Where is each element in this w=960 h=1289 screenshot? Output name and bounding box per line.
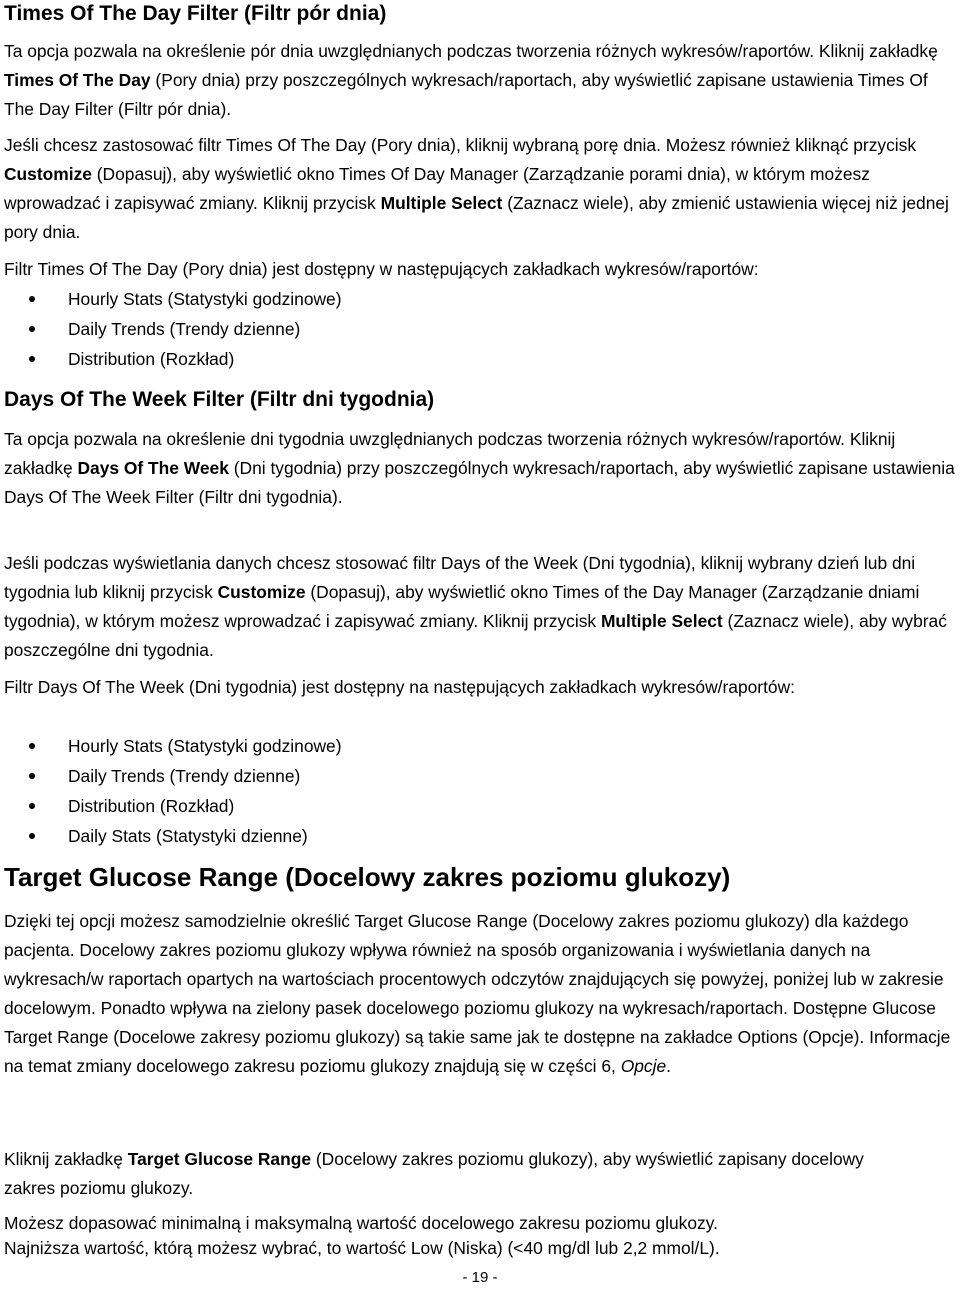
times-paragraph-availability: Filtr Times Of The Day (Pory dnia) jest dostępny w następujących zakładkach wykresów/raportów: xyxy=(4,259,759,279)
customize-button-reference: Customize xyxy=(217,582,306,602)
page-number: - 19 - xyxy=(462,1269,498,1286)
times-of-day-tab-reference: Times Of The Day xyxy=(4,70,151,90)
list-item: Distribution (Rozkład) xyxy=(4,344,958,374)
section-heading-times-of-day: Times Of The Day Filter (Filtr pór dnia) xyxy=(4,2,387,25)
target-paragraph-intro: Dzięki tej opcji możesz samodzielnie określić Target Glucose Range (Docelowy zakres poziomu glukozy) dla każdego pacjenta. Docelowy zakres poziomu glukozy wpływa również na sposób organizowania i wyświetlania danych na wykresach/w raportach opartych na wartościach procentowych odczytów znajdujących się powyżej, poniżej lub w zakresie docelowym. Ponadto wpływa na zielony pasek docelowego poziomu glukozy na wykresach/raportach. Dostępne Glucose Target Range (Docelowe zakresy poziomu glukozy) są takie same jak te dostępne na zakładce Options (Opcje). Informacje na temat zmiany docelowego zakresu poziomu glukozy znajdują się w części 6, Opcje. xyxy=(4,911,951,1076)
list-item: Daily Stats (Statystyki dzienne) xyxy=(4,821,958,851)
section-heading-days-of-week: Days Of The Week Filter (Filtr dni tygodnia) xyxy=(4,388,435,411)
days-paragraph-availability: Filtr Days Of The Week (Dni tygodnia) jest dostępny na następujących zakładkach wykresów/raportów: xyxy=(4,677,795,697)
section-heading-target-glucose-range: Target Glucose Range (Docelowy zakres poziomu glukozy) xyxy=(4,862,731,892)
multiple-select-button-reference: Multiple Select xyxy=(380,193,503,213)
list-item: Hourly Stats (Statystyki godzinowe) xyxy=(4,284,958,314)
list-item: Distribution (Rozkład) xyxy=(4,791,958,821)
days-paragraph-intro: Ta opcja pozwala na określenie dni tygodnia uwzględnianych podczas tworzenia różnych wykresów/raportów. Kliknij zakładkę Days Of The Week (Dni tygodnia) przy poszczególnych wykresach/raportach, aby wyświetlić zapisane ustawienia Days Of The Week Filter (Filtr dni tygodnia). xyxy=(4,429,955,507)
multiple-select-button-reference: Multiple Select xyxy=(600,611,723,631)
target-adjust-line-2: Najniższa wartość, którą możesz wybrać, to wartość Low (Niska) (<40 mg/dl lub 2,2 mmol/L). xyxy=(4,1238,720,1258)
times-paragraph-usage: Jeśli chcesz zastosować filtr Times Of The Day (Pory dnia), kliknij wybraną porę dnia. Możesz również kliknąć przycisk Customize (Dopasuj), aby wyświetlić okno Times Of Day Manager (Zarządzanie porami dnia), w którym możesz wprowadzać i zapisywać zmiany. Kliknij przycisk Multiple Select (Zaznacz wiele), aby zmienić ustawienia więcej niż jednej pory dnia. xyxy=(4,135,949,242)
list-item: Daily Trends (Trendy dzienne) xyxy=(4,761,958,791)
target-adjust-line-1: Możesz dopasować minimalną i maksymalną wartość docelowego zakresu poziomu glukozy. xyxy=(4,1213,718,1233)
times-tab-list xyxy=(4,284,958,374)
customize-button-reference: Customize xyxy=(4,164,92,184)
list-item: Hourly Stats (Statystyki godzinowe) xyxy=(4,731,958,761)
times-paragraph-intro: Ta opcja pozwala na określenie pór dnia uwzględnianych podczas tworzenia różnych wykresów/raportów. Kliknij zakładkę Times Of The Day (Pory dnia) przy poszczególnych wykresach/raportach, aby wyświetlić zapisane ustawienia Times Of The Day Filter (Filtr pór dnia). xyxy=(4,41,938,119)
days-tab-list xyxy=(4,731,958,851)
target-paragraph-adjust xyxy=(4,1211,958,1261)
list-item: Daily Trends (Trendy dzienne) xyxy=(4,314,958,344)
days-paragraph-usage: Jeśli podczas wyświetlania danych chcesz stosować filtr Days of the Week (Dni tygodnia), kliknij wybrany dzień lub dni tygodnia lub kliknij przycisk Customize (Dopasuj), aby wyświetlić okno Times of the Day Manager (Zarządzanie dniami tygodnia), w którym możesz wprowadzać i zapisywać zmiany. Kliknij przycisk Multiple Select (Zaznacz wiele), aby wybrać poszczególne dni tygodnia. xyxy=(4,553,947,660)
options-section-reference: Opcje xyxy=(620,1056,667,1076)
target-paragraph-tab: Kliknij zakładkę Target Glucose Range (Docelowy zakres poziomu glukozy), aby wyświetlić zapisany docelowy zakres poziomu glukozy. xyxy=(4,1149,864,1198)
target-glucose-range-tab-reference: Target Glucose Range xyxy=(127,1149,312,1169)
days-of-week-tab-reference: Days Of The Week xyxy=(77,458,229,478)
